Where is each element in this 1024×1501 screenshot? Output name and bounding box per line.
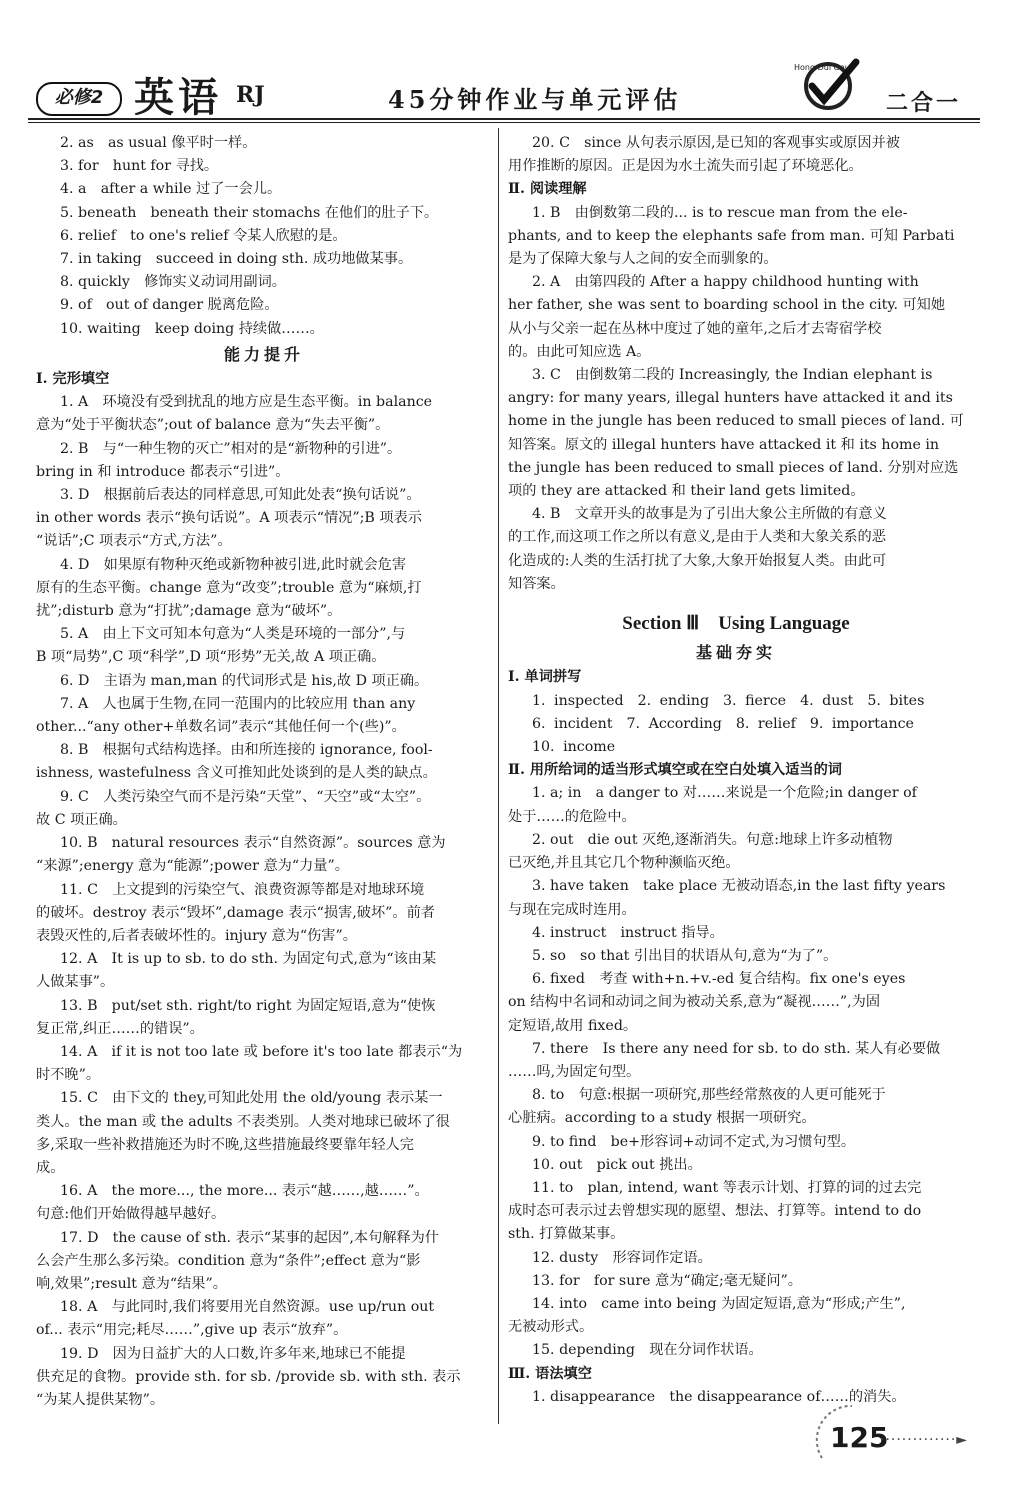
answer-continued-line: 人做某事”。 [36, 974, 115, 991]
answer-continued-line: 句意:他们开始做得越早越好。 [36, 1206, 226, 1223]
answer-first-line: 14. A if it is not too late 或 before it's too late 都表示“为 [60, 1043, 463, 1060]
cloze-answers [36, 391, 492, 1412]
word-answer: 10. income [532, 739, 616, 756]
answer-first-line: 15. C 由下文的 they,可知此处用 the old/young 表示某一 [60, 1090, 443, 1107]
answer-first-line: 19. D 因为日益扩大的人口数,许多年来,地球已不能提 [60, 1345, 406, 1362]
answer-continued-line: 项的 they are attacked 和 their land gets limited。 [508, 483, 865, 500]
answer-continued-line: 定短语,故用 fixed。 [508, 1017, 638, 1034]
answer-first-line: 4. D 如果原有物种灭绝或新物种被引进,此时就会危害 [60, 556, 407, 573]
part-heading-fill: Ⅱ. 用所给词的适当形式填空或在空白处填入适当的词 [508, 762, 842, 779]
answer-line: 3. for hunt for 寻找。 [60, 158, 219, 175]
answer-continued-line: 与现在完成时连用。 [508, 901, 636, 918]
answer-line: 4. a after a while 过了一会儿。 [60, 181, 282, 198]
answer-continued-line: 原有的生态平衡。change 意为“改变”;trouble 意为“麻烦,打 [36, 579, 422, 596]
part-heading-cloze: Ⅰ. 完形填空 [36, 371, 110, 388]
answer-first-line: 2. out die out 灭绝,逐渐消失。句意:地球上许多动植物 [532, 831, 893, 848]
answer-continued-line: 复正常,纠正……的错误”。 [36, 1020, 204, 1037]
answer-first-line: 1. a; in a danger to 对……来说是一个危险;in danger of [532, 785, 917, 802]
answer-line: 5. beneath beneath their stomachs 在他们的肚子下。 [60, 204, 439, 221]
answer-first-line: 6. D 主语为 man,man 的代词形式是 his,故 D 项正确。 [60, 672, 429, 689]
word-row [508, 690, 964, 713]
part-heading-spelling: Ⅰ. 单词拼写 [508, 669, 582, 686]
answer-continued-line: bring in 和 introduce 都表示“引进”。 [36, 463, 290, 480]
answer-first-line: 3. have taken take place 无被动语态,in the last fifty years [532, 878, 946, 895]
subject-title: 英语 [134, 74, 222, 121]
section-heading-ability: 能力提升 [223, 344, 304, 364]
answer-continued-line: 是为了保障大象与人之间的安全而驯象的。 [508, 251, 778, 268]
answer-continued-line: 响,效果”;result 意为“结果”。 [36, 1275, 227, 1292]
answer-first-line: 17. D the cause of sth. 表示“某事的起因”,本句解释为什 [60, 1229, 440, 1246]
part-heading-grammar: Ⅲ. 语法填空 [508, 1365, 592, 1382]
answer-first-line: 14. into came into being 为固定短语,意为“形成;产生”, [532, 1295, 906, 1312]
logo-text: Hong Dui Gou [794, 63, 850, 72]
answer-continued-line: 知答案。 [508, 575, 565, 592]
answer-first-line: 1. disappearance the disappearance of……的消失。 [532, 1388, 906, 1405]
answer-continued-line: of... 表示“用完;耗尽……”,give up 表示“放弃”。 [36, 1322, 348, 1339]
answer-first-line: 4. B 文章开头的故事是为了引出大象公主所做的有意义 [532, 506, 887, 523]
answer-line: 2. as as usual 像平时一样。 [60, 135, 257, 151]
answer-continued-line: B 项“局势”,C 项“科学”,D 项“形势”无关,故 A 项正确。 [36, 649, 386, 666]
answer-continued-line: 处于……的危险中。 [508, 808, 636, 825]
answer-continued-line: phants, and to keep the elephants safe from man. 可知 Parbati [508, 227, 955, 244]
answer-continued-line: ishness, wastefulness 含义可推知此处谈到的是人类的缺点。 [36, 765, 437, 782]
word-answer: 1. inspected [532, 692, 624, 709]
answer-continued-line: in other words 表示“换句话说”。A 项表示“情况”;B 项表示 [36, 510, 422, 527]
answer-first-line: 9. C 人类污染空气而不是污染“天堂”、“天空”或“太空”。 [60, 788, 431, 805]
answer-first-line: 10. out pick out 挑出。 [532, 1156, 702, 1173]
answer-first-line: 13. for for sure 意为“确定;毫无疑问”。 [532, 1272, 802, 1289]
answer-first-line: 2. B 与“一种生物的灭亡”相对的是“新物种的引进”。 [60, 440, 402, 457]
answer-line: 9. of out of danger 脱离危险。 [60, 297, 279, 314]
answer-first-line: 15. depending 现在分词作状语。 [532, 1342, 763, 1359]
answer-continued-line: “说话”;C 项表示“方式,方法”。 [36, 533, 232, 550]
answer-continued-line: 从小与父亲一起在丛林中度过了她的童年,之后才去寄宿学校 [508, 320, 882, 337]
answer-first-line: 9. to find be+形容词+动词不定式,为习惯句型。 [532, 1133, 856, 1150]
answer-continued-line: on 结构中名词和动词之间为被动关系,意为“凝视……”,为固 [508, 994, 881, 1011]
answer-continued-line: 扰”;disturb 意为“打扰”;damage 意为“破坏”。 [36, 603, 342, 620]
answer-continued-line: home in the jungle has been reduced to small pieces of land. 可 [508, 413, 964, 430]
word-answer: 9. importance [809, 715, 914, 732]
checkmark-logo-icon [790, 56, 862, 114]
answer-continued-line: 供充足的食物。provide sth. for sb. /provide sb. with sth. 表示 [36, 1368, 461, 1385]
answer-first-line: 6. fixed 考查 with+n.+v.-ed 复合结构。fix one's eyes [532, 971, 906, 988]
page-arrow-icon: ··············► [880, 1432, 969, 1448]
answer-line: 7. in taking succeed in doing sth. 成功地做某事。 [60, 251, 413, 268]
answer-continued-line: sth. 打算做某事。 [508, 1226, 625, 1243]
answer-continued-line: 知答案。原文的 illegal hunters have attacked it 和 its home in [508, 436, 940, 453]
answer-first-line: 7. there Is there any need for sb. to do sth. 某人有必要做 [532, 1040, 941, 1057]
answer-first-line: 11. C 上文提到的污染空气、浪费资源等都是对地球环境 [60, 881, 425, 898]
answer-line: 6. relief to one's relief 令某人欣慰的是。 [60, 227, 347, 244]
answer-first-line: 20. C since 从句表示原因,是已知的客观事实或原因并被 [532, 135, 900, 151]
answer-first-line: 1. A 环境没有受到扰乱的地方应是生态平衡。in balance [60, 394, 433, 411]
page-number: 125 [830, 1421, 889, 1454]
answer-continued-line: 么会产生那么多污染。condition 意为“条件”;effect 意为“影 [36, 1252, 421, 1269]
answer-continued-line: “为某人提供某物”。 [36, 1391, 165, 1408]
page-header [28, 52, 980, 122]
answer-continued-line: 多,采取一些补救措施还为时不晚,这些措施最终要靠年轻人完 [36, 1136, 414, 1153]
answer-first-line: 3. D 根据前后表达的同样意思,可知此处表“换句话说”。 [60, 487, 421, 504]
header-rule [28, 118, 980, 123]
answer-first-line: 1. B 由倒数第二段的... is to rescue man from the ele- [532, 204, 908, 221]
section-title-using-language: Section Ⅲ Using Language [622, 613, 850, 635]
answer-continued-line: angry: for many years, illegal hunters have attacked it and its [508, 390, 953, 407]
answer-first-line: 16. A the more..., the more... 表示“越……,越……”。 [60, 1183, 429, 1200]
word-answer: 6. incident [532, 715, 613, 732]
answer-continued-line: 心脏病。according to a study 根据一项研究。 [508, 1110, 816, 1127]
answer-continued-line: 用作推断的原因。正是因为水土流失而引起了环境恶化。 [508, 158, 863, 175]
answer-continued-line: the jungle has been reduced to small pieces of land. 分别对应选 [508, 459, 959, 476]
answer-first-line: 3. C 由倒数第二段的 Increasingly, the Indian elephant is [532, 367, 933, 384]
reading-answers [508, 202, 964, 596]
left-column [36, 132, 492, 1412]
combo-label: 二合一 [886, 90, 962, 116]
answer-continued-line: 意为“处于平衡状态”;out of balance 意为“失去平衡”。 [36, 417, 390, 434]
word-row [508, 713, 964, 736]
answer-continued-line: 的破坏。destroy 表示“毁坏”,damage 表示“损害,破坏”。前者 [36, 904, 435, 921]
answer-first-line: 10. B natural resources 表示“自然资源”。sources 意为 [60, 835, 446, 852]
answer-first-line: 13. B put/set sth. right/to right 为固定短语,意为“使恢 [60, 997, 436, 1014]
answer-continued-line: 成。 [36, 1159, 65, 1176]
answer-continued-line: “来源”;energy 意为“能源”;power 意为“力量”。 [36, 858, 349, 875]
answer-continued-line: 的工作,而这项工作之所以有意义,是由于人类和大象关系的恶 [508, 529, 886, 546]
answer-continued-line: 已灭绝,并且其它几个物种濒临灭绝。 [508, 855, 740, 872]
answer-continued-line: 类人。the man 或 the adults 不表类别。人类对地球已破坏了很 [36, 1113, 450, 1130]
answer-continued-line: 成时态可表示过去曾想实现的愿望、想法、打算等。intend to do [508, 1203, 922, 1220]
column-divider [498, 128, 499, 1424]
fill-answers [508, 782, 964, 1362]
word-answer: 5. bites [867, 692, 925, 709]
answer-continued-line: 的。由此可知应选 A。 [508, 343, 651, 360]
answer-line: 10. waiting keep doing 持续做……。 [60, 320, 324, 337]
right-column [508, 132, 964, 1409]
section-heading-basic: 基础夯实 [695, 643, 776, 663]
answer-first-line: 7. A 人也属于生物,在同一范围内的比较应用 than any [60, 695, 416, 712]
word-answer: 2. ending [637, 692, 710, 709]
answer-continued-line: 故 C 项正确。 [36, 811, 127, 828]
book-badge: 必修2 [36, 82, 122, 116]
answer-first-line: 5. so so that 引出目的状语从句,意为“为了”。 [532, 947, 838, 964]
part-heading-reading: Ⅱ. 阅读理解 [508, 181, 587, 198]
answer-continued-line: 化造成的:人类的生活打扰了大象,大象开始报复人类。由此可 [508, 552, 887, 569]
book-title: 45分钟作业与单元评估 [388, 85, 682, 114]
answer-first-line: 12. dusty 形容词作定语。 [532, 1249, 712, 1266]
answers-top [36, 132, 492, 341]
answer-continued-line: ……吗,为固定句型。 [508, 1063, 641, 1080]
answer-line: 8. quickly 修饰实义动词用副词。 [60, 274, 286, 291]
answer-continued-line: 表毁灭性的,后者表破坏性的。injury 意为“伤害”。 [36, 927, 357, 944]
answer-first-line: 12. A It is up to sb. to do sth. 为固定句式,意为“该由某 [60, 951, 437, 968]
answer-first-line: 8. B 根据句式结构选择。由和所连接的 ignorance, fool- [60, 742, 433, 759]
answer-first-line: 11. to plan, intend, want 等表示计划、打算的词的过去完 [532, 1179, 922, 1196]
answer-first-line: 8. to 句意:根据一项研究,那些经常熬夜的人更可能死于 [532, 1087, 886, 1104]
answer-continued-line: her father, she was sent to boarding school in the city. 可知她 [508, 297, 946, 314]
answer-first-line: 2. A 由第四段的 After a happy childhood hunting with [532, 274, 919, 291]
word-answer: 3. fierce [723, 692, 787, 709]
answer-continued-line: 时不晚”。 [36, 1067, 101, 1084]
word-answer: 4. dust [800, 692, 854, 709]
edition-label: RJ [236, 82, 265, 108]
answer-continued-line: 无被动形式。 [508, 1319, 594, 1336]
answer-continued-line: other...“any other+单数名词”表示“其他任何一个(些)”。 [36, 719, 406, 736]
answer-first-line: 18. A 与此同时,我们将要用光自然资源。use up/run out [60, 1299, 435, 1316]
answer-first-line: 5. A 由上下文可知本句意为“人类是环境的一部分”,与 [60, 626, 406, 643]
word-answer: 8. relief [735, 715, 796, 732]
word-row [508, 736, 964, 759]
word-answer: 7. According [626, 715, 722, 732]
answer-first-line: 4. instruct instruct 指导。 [532, 924, 724, 941]
